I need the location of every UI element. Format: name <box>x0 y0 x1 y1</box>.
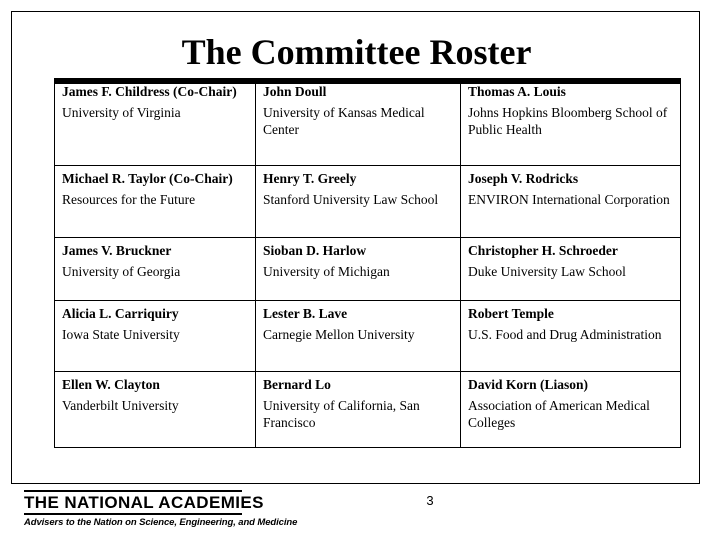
member-affiliation: University of Michigan <box>263 264 390 279</box>
roster-cell <box>256 301 461 372</box>
member-affiliation: ENVIRON International Corporation <box>468 192 670 207</box>
member-name: Ellen W. Clayton <box>62 377 160 392</box>
page-number: 3 <box>426 493 434 508</box>
member-affiliation: Carnegie Mellon University <box>263 327 415 342</box>
committee-roster-table <box>54 78 681 448</box>
logo-rule-top <box>24 490 242 492</box>
roster-cell <box>461 238 681 301</box>
table-row <box>55 238 681 301</box>
roster-cell <box>55 79 256 166</box>
page-title: The Committee Roster <box>181 32 532 72</box>
logo-tagline: Advisers to the Nation on Science, Engineering, and Medicine <box>24 517 298 528</box>
roster-cell <box>461 301 681 372</box>
member-affiliation: Vanderbilt University <box>62 398 179 413</box>
logo-title: THE NATIONAL ACADEMIES <box>24 493 264 512</box>
table-row <box>55 372 681 448</box>
member-affiliation: University of California, San Francisco <box>263 398 420 430</box>
member-affiliation: University of Georgia <box>62 264 181 279</box>
member-name: John Doull <box>263 84 327 99</box>
member-name: Sioban D. Harlow <box>263 243 367 258</box>
roster-cell <box>256 238 461 301</box>
member-affiliation: Stanford University Law School <box>263 192 439 207</box>
member-affiliation: Resources for the Future <box>62 192 196 207</box>
roster-cell <box>256 372 461 448</box>
member-name: Christopher H. Schroeder <box>468 243 618 258</box>
table-row <box>55 79 681 166</box>
roster-cell <box>256 79 461 166</box>
roster-cell <box>461 166 681 238</box>
member-name: Bernard Lo <box>263 377 331 392</box>
member-affiliation: University of Virginia <box>62 105 181 120</box>
roster-cell <box>55 238 256 301</box>
national-academies-logo <box>24 490 298 528</box>
member-affiliation: University of Kansas Medical Center <box>263 105 425 137</box>
member-affiliation: Duke University Law School <box>468 264 626 279</box>
member-affiliation: Johns Hopkins Bloomberg School of Public Health <box>468 105 668 137</box>
member-name: James F. Childress (Co-Chair) <box>62 84 237 99</box>
logo-rule-bottom <box>24 513 242 515</box>
member-name: David Korn (Liason) <box>468 377 589 392</box>
member-name: Alicia L. Carriquiry <box>62 306 179 321</box>
member-affiliation: Association of American Medical Colleges <box>468 398 650 430</box>
roster-cell <box>55 301 256 372</box>
roster-table-body <box>55 79 681 448</box>
table-row <box>55 166 681 238</box>
member-name: Joseph V. Rodricks <box>468 171 579 186</box>
member-name: Robert Temple <box>468 306 554 321</box>
member-name: Thomas A. Louis <box>468 84 566 99</box>
member-name: Henry T. Greely <box>263 171 357 186</box>
member-affiliation: U.S. Food and Drug Administration <box>468 327 662 342</box>
roster-cell <box>256 166 461 238</box>
member-affiliation: Iowa State University <box>62 327 180 342</box>
member-name: James V. Bruckner <box>62 243 172 258</box>
roster-cell <box>461 372 681 448</box>
member-name: Lester B. Lave <box>263 306 348 321</box>
member-name: Michael R. Taylor (Co-Chair) <box>62 171 233 186</box>
roster-cell <box>55 166 256 238</box>
roster-cell <box>461 79 681 166</box>
roster-cell <box>55 372 256 448</box>
table-row <box>55 301 681 372</box>
slide-frame <box>11 11 700 484</box>
